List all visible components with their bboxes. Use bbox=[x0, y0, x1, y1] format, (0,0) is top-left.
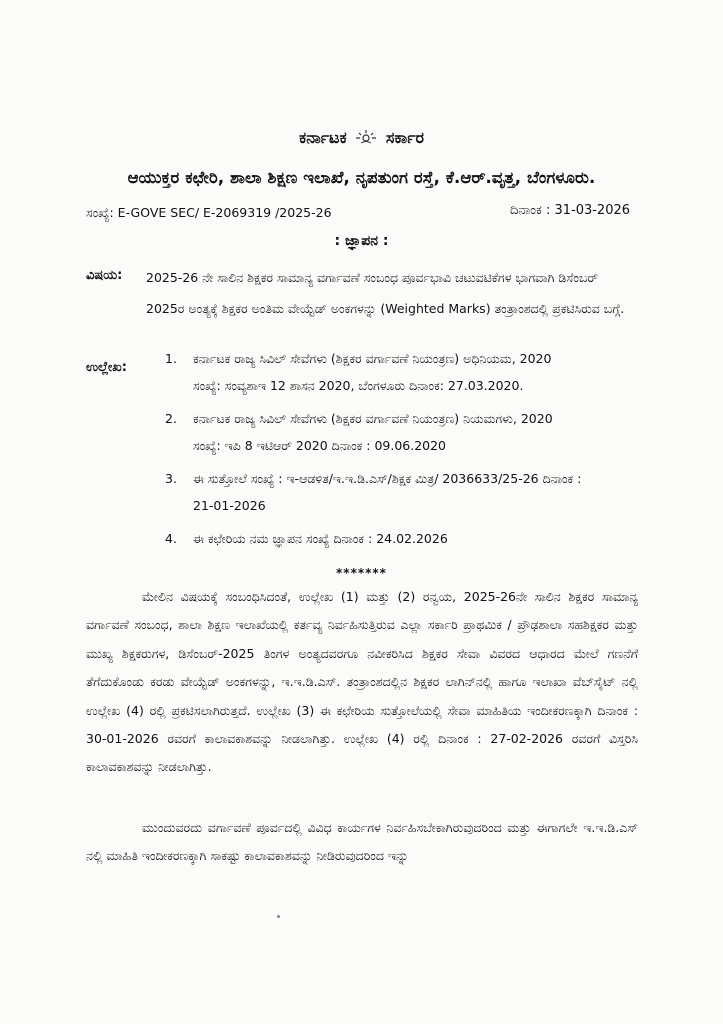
reference-line: 21-01-2026 bbox=[193, 498, 266, 513]
references-label: ಉಲ್ಲೇಖ: bbox=[86, 360, 127, 375]
reference-line: ಕರ್ನಾಟಕ ರಾಜ್ಯ ಸಿವಿಲ್ ಸೇವೆಗಳು (ಶಿಕ್ಷಕರ ವರ್ಗಾವಣೆ ನಿಯಂತ್ರಣ) ನಿಯಮಗಳು, 2020 bbox=[193, 411, 553, 426]
reference-number-4: 4. bbox=[165, 531, 177, 546]
reference-line: ಈ ಸುತ್ತೋಲೆ ಸಂಖ್ಯೆ : ಇ-ಆಡಳಿತ/ಇ.ಇ.ಡಿ.ಎಸ್/ಶಿಕ್ಷಕ ಮಿತ್ರ/ 2036633/25-26 ದಿನಾಂಕ : bbox=[193, 471, 582, 486]
body-paragraph-1: ಮೇಲಿನ ವಿಷಯಕ್ಕೆ ಸಂಬಂಧಿಸಿದಂತೆ, ಉಲ್ಲೇಖ (1) ಮತ್ತು (2) ರನ್ವಯ, 2025-26ನೇ ಸಾಲಿನ ಶಿಕ್ಷಕರ ಸಾಮಾನ್ಯ ವರ್ಗಾವಣೆ ಸಂಬಂಧ, ಶಾಲಾ ಶಿಕ್ಷಣ ಇಲಾಖೆಯಲ್ಲಿ ಕರ್ತವ್ಯ ನಿರ್ವಹಿಸುತ್ತಿರುವ ಎಲ್ಲಾ ಸರ್ಕಾರಿ ಪ್ರಾಥಮಿಕ / ಪ್ರೌಢಶಾಲಾ ಸಹಶಿಕ್ಷಕರ ಮತ್ತು ಮುಖ್ಯ ಶಿಕ್ಷಕರುಗಳ, ಡಿಸೆಂಬರ್-2025 ತಿಂಗಳ ಅಂತ್ಯದವರಗೂ ನವೀಕರಿಸಿದ ಶಿಕ್ಷಕರ ಸೇವಾ ವಿವರದ ಆಧಾರದ ಮೇಲೆ ಗಣನೆಗೆ ತೆಗೆದುಕೊಂಡು ಕರಡು ವೇಯ್ಟೆಡ್ ಅಂಕಗಳನ್ನು, ಇ.ಇ.ಡಿ.ಎಸ್. ತಂತ್ರಾಂಶದಲ್ಲಿನ ಶಿಕ್ಷಕರ ಲಾಗಿನ್‌ನಲ್ಲಿ ಹಾಗೂ ಇಲಾಖಾ ವೆಬ್‌ಸೈಟ್ ನಲ್ಲಿ ಉಲ್ಲೇಖ (4) ರಲ್ಲಿ ಪ್ರಕಟಿಸಲಾಗಿರುತ್ತದೆ. ಉಲ್ಲೇಖ (3) ಈ ಕಛೇರಿಯ ಸುತ್ತೋಲೆಯಲ್ಲಿ ಸೇವಾ ಮಾಹಿತಿಯ ಇಂದೀಕರಣಕ್ಕಾಗಿ ದಿನಾಂಕ : 30-01-2026 ರವರಗೆ ಕಾಲಾವಕಾಶವನ್ನು ನೀಡಲಾಗಿತ್ತು. ಉಲ್ಲೇಖ (4) ರಲ್ಲಿ ದಿನಾಂಕ : 27-02-2026 ರವರಗೆ ವಿಸ್ತರಿಸಿ ಕಾಲಾವಕಾಶವನ್ನು ನೀಡಲಾಗಿತ್ತು. bbox=[86, 589, 638, 775]
reference-item bbox=[165, 525, 643, 552]
separator: ******* bbox=[336, 566, 387, 580]
subject-text: 2025-26 ನೇ ಸಾಲಿನ ಶಿಕ್ಷಕರ ಸಾಮಾನ್ಯ ವರ್ಗಾವಣೆ ಸಂಬಂಧ ಪೂರ್ವಭಾವಿ ಚಟುವಟಿಕೆಗಳ ಭಾಗವಾಗಿ ಡಿಸೆಂಬರ್ 2025ರ ಅಂತ್ಯಕ್ಕೆ ಶಿಕ್ಷಕರ ಅಂತಿಮ ವೇಯ್ಟೆಡ್ ಅಂಕಗಳನ್ನು (Weighted Marks) ತಂತ್ರಾಂಶದಲ್ಲಿ ಪ್ರಕಟಿಸಿರುವ ಬಗ್ಗೆ. bbox=[146, 270, 625, 316]
reference-number-3: 3. bbox=[165, 471, 177, 486]
subject-label: ವಿಷಯ: bbox=[86, 268, 123, 283]
scan-speck bbox=[277, 915, 280, 918]
government-name: ಕರ್ನಾಟಕ bbox=[299, 128, 347, 147]
government-header bbox=[0, 128, 723, 148]
reference-number-1: 1. bbox=[165, 351, 177, 366]
reference-line: ಈ ಕಛೇರಿಯ ನಮ ಜ್ಞಾಪನ ಸಂಖ್ಯೆ ದಿನಾಂಕ : 24.02.2026 bbox=[193, 531, 448, 546]
reference-item bbox=[165, 345, 643, 399]
references-list bbox=[165, 345, 643, 558]
reference-line: ಸಂಖ್ಯೆ: ಇಪಿ 8 ಇಟಿಆರ್ 2020 ದಿನಾಂಕ : 09.06.2020 bbox=[193, 438, 447, 453]
reference-number: ಸಂಖ್ಯೆ: E-GOVE SEC/ E-2069319 /2025-26 bbox=[86, 205, 332, 220]
document-date: ದಿನಾಂಕ : 31-03-2026 bbox=[510, 203, 631, 218]
reference-item bbox=[165, 465, 643, 519]
reference-line: ಕರ್ನಾಟಕ ರಾಜ್ಯ ಸಿವಿಲ್ ಸೇವೆಗಳು (ಶಿಕ್ಷಕರ ವರ್ಗಾವಣೆ ನಿಯಂತ್ರಣ) ಅಧಿನಿಯಮ, 2020 bbox=[193, 351, 552, 366]
notice-title: : ಜ್ಞಾಪನ : bbox=[334, 233, 389, 249]
body-paragraph-2: ಮುಂದುವರದು ವರ್ಗಾವಣೆ ಪೂರ್ವದಲ್ಲಿ ವಿವಿಧ ಕಾರ್ಯಗಳ ನಿರ್ವಹಿಸಬೇಕಾಗಿರುವುದರಿಂದ ಮತ್ತು ಈಗಾಗಲೇ ಇ.ಇ.ಡಿ.ಎಸ್ ನಲ್ಲಿ ಮಾಹಿತಿ ಇಂದೀಕರಣಕ್ಕಾಗಿ ಸಾಕಷ್ಟು ಕಾಲಾವಕಾಶವನ್ನು ನೀಡಿರುವುದರಿಂದ ಇನ್ನು bbox=[86, 820, 638, 864]
reference-line: ಸಂಖ್ಯೆ: ಸಂವ್ಯಶಾಇ 12 ಶಾಸನ 2020, ಬೆಂಗಳೂರು ದಿನಾಂಕ: 27.03.2020. bbox=[193, 378, 524, 393]
reference-number-2: 2. bbox=[165, 411, 177, 426]
reference-item bbox=[165, 405, 643, 459]
emblem-icon bbox=[354, 129, 378, 145]
office-address: ಆಯುಕ್ತರ ಕಛೇರಿ, ಶಾಲಾ ಶಿಕ್ಷಣ ಇಲಾಖೆ, ನೃಪತುಂಗ ರಸ್ತೆ, ಕೆ.ಆರ್.ವೃತ್ತ, ಬೆಂಗಳೂರು. bbox=[127, 168, 596, 187]
government-suffix: ಸರ್ಕಾರ bbox=[385, 128, 424, 147]
